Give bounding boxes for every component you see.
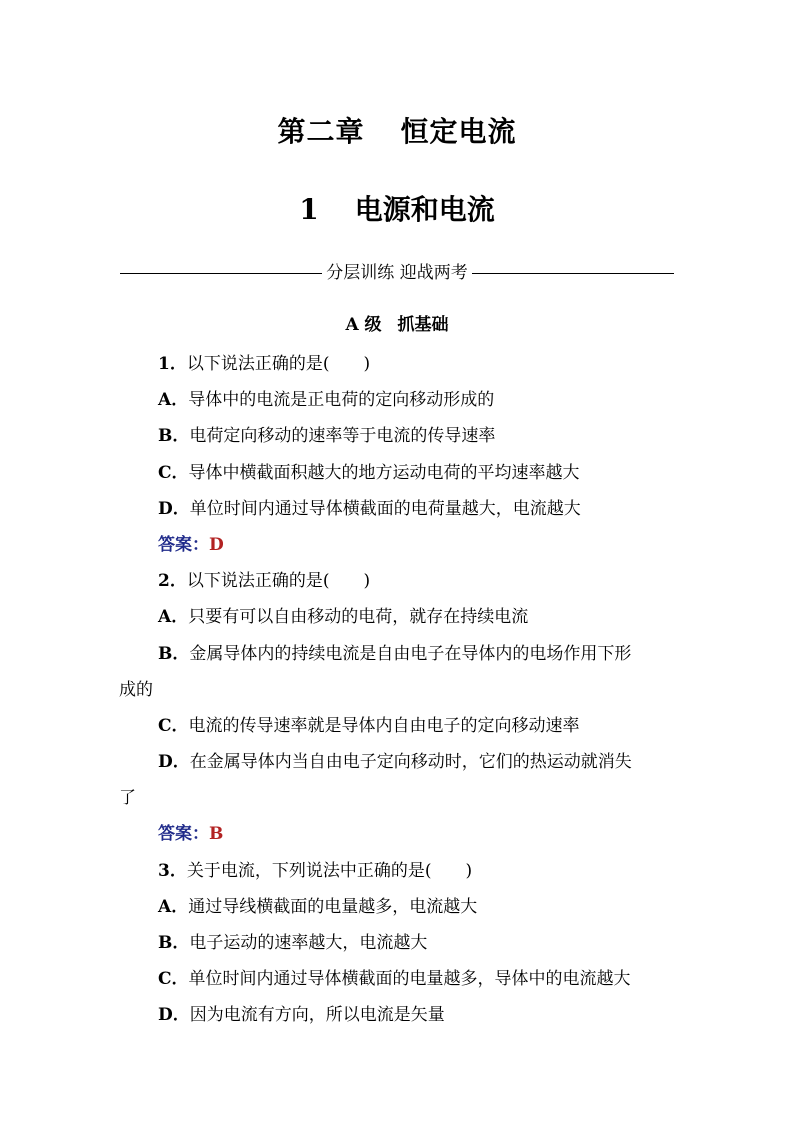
option-item bbox=[119, 961, 679, 997]
divider-line-left bbox=[120, 273, 322, 274]
option-continuation bbox=[119, 780, 679, 816]
option-text: 只要有可以自由移动的电荷，就存在持续电流 bbox=[188, 607, 529, 628]
option-item bbox=[119, 491, 679, 527]
answer-line bbox=[119, 816, 679, 852]
answer-value: B bbox=[209, 824, 224, 845]
option-label: D． bbox=[158, 498, 190, 519]
option-continuation bbox=[119, 672, 679, 708]
answer-line bbox=[119, 527, 679, 563]
level-prefix: A 级 bbox=[345, 315, 382, 335]
option-text: 金属导体内的持续电流是自由电子在导体内的电场作用下形 bbox=[189, 643, 632, 664]
option-label: A． bbox=[158, 390, 189, 411]
level-name: 抓基础 bbox=[397, 315, 449, 335]
option-label: B． bbox=[158, 933, 190, 953]
option-label: B． bbox=[158, 426, 190, 447]
option-label: D． bbox=[158, 752, 190, 773]
section-name: 电源和电流 bbox=[354, 193, 495, 226]
question-number: 1． bbox=[158, 354, 187, 374]
question-stem bbox=[119, 853, 679, 889]
option-text: 电荷定向移动的速率等于电流的传导速率 bbox=[189, 426, 496, 447]
option-item bbox=[119, 455, 679, 491]
answer-value: D bbox=[209, 534, 224, 555]
option-item bbox=[119, 708, 679, 744]
option-text: 导体中的电流是正电荷的定向移动形成的 bbox=[188, 390, 495, 411]
option-text: 通过导线横截面的电量越多，电流越大 bbox=[188, 896, 478, 917]
option-text: 成的 bbox=[119, 679, 153, 700]
level-title bbox=[0, 312, 794, 338]
question-text: 以下说法正确的是( ) bbox=[186, 571, 371, 592]
option-text: 了 bbox=[119, 788, 136, 809]
option-label: A． bbox=[158, 607, 189, 628]
option-item bbox=[119, 925, 679, 961]
answer-label: 答案： bbox=[158, 534, 209, 555]
option-text: 电子运动的速率越大，电流越大 bbox=[189, 933, 428, 953]
option-text: 导体中横截面积越大的地方运动电荷的平均速率越大 bbox=[188, 462, 580, 483]
section-title bbox=[0, 190, 794, 230]
option-text: 在金属导体内当自由电子定向移动时，它们的热运动就消失 bbox=[189, 752, 632, 773]
option-label: C． bbox=[158, 715, 189, 736]
option-label: C． bbox=[158, 462, 189, 483]
option-item bbox=[119, 636, 679, 672]
option-text: 电流的传导速率就是导体内自由电子的定向移动速率 bbox=[188, 715, 580, 736]
option-text: 单位时间内通过导体横截面的电荷量越大，电流越大 bbox=[189, 498, 581, 519]
question-stem bbox=[119, 563, 679, 599]
chapter-title bbox=[0, 112, 794, 152]
option-label: C． bbox=[158, 969, 189, 990]
question-number: 3． bbox=[158, 860, 187, 881]
option-text: 单位时间内通过导体横截面的电量越多，导体中的电流越大 bbox=[188, 969, 631, 990]
question-text: 以下说法正确的是( ) bbox=[186, 354, 371, 374]
question-number: 2． bbox=[158, 571, 187, 592]
option-item bbox=[119, 599, 679, 635]
option-label: B． bbox=[158, 643, 190, 664]
chapter-name: 恒定电流 bbox=[400, 115, 517, 148]
option-item bbox=[119, 744, 679, 780]
option-item bbox=[119, 889, 679, 925]
option-label: D． bbox=[158, 1005, 190, 1026]
option-item bbox=[119, 418, 679, 454]
question-list bbox=[119, 346, 679, 1034]
divider-label: 分层训练 迎战两考 bbox=[326, 263, 468, 283]
divider-line-right bbox=[472, 273, 674, 274]
option-text: 因为电流有方向，所以电流是矢量 bbox=[189, 1005, 445, 1026]
answer-label: 答案： bbox=[158, 824, 209, 845]
section-divider bbox=[120, 260, 674, 286]
section-number: 1 bbox=[299, 193, 319, 226]
option-label: A． bbox=[158, 896, 189, 917]
question-stem bbox=[119, 346, 679, 382]
chapter-prefix: 第二章 bbox=[277, 115, 365, 148]
option-item bbox=[119, 382, 679, 418]
option-item bbox=[119, 997, 679, 1033]
question-text: 关于电流，下列说法中正确的是( ) bbox=[186, 860, 473, 881]
